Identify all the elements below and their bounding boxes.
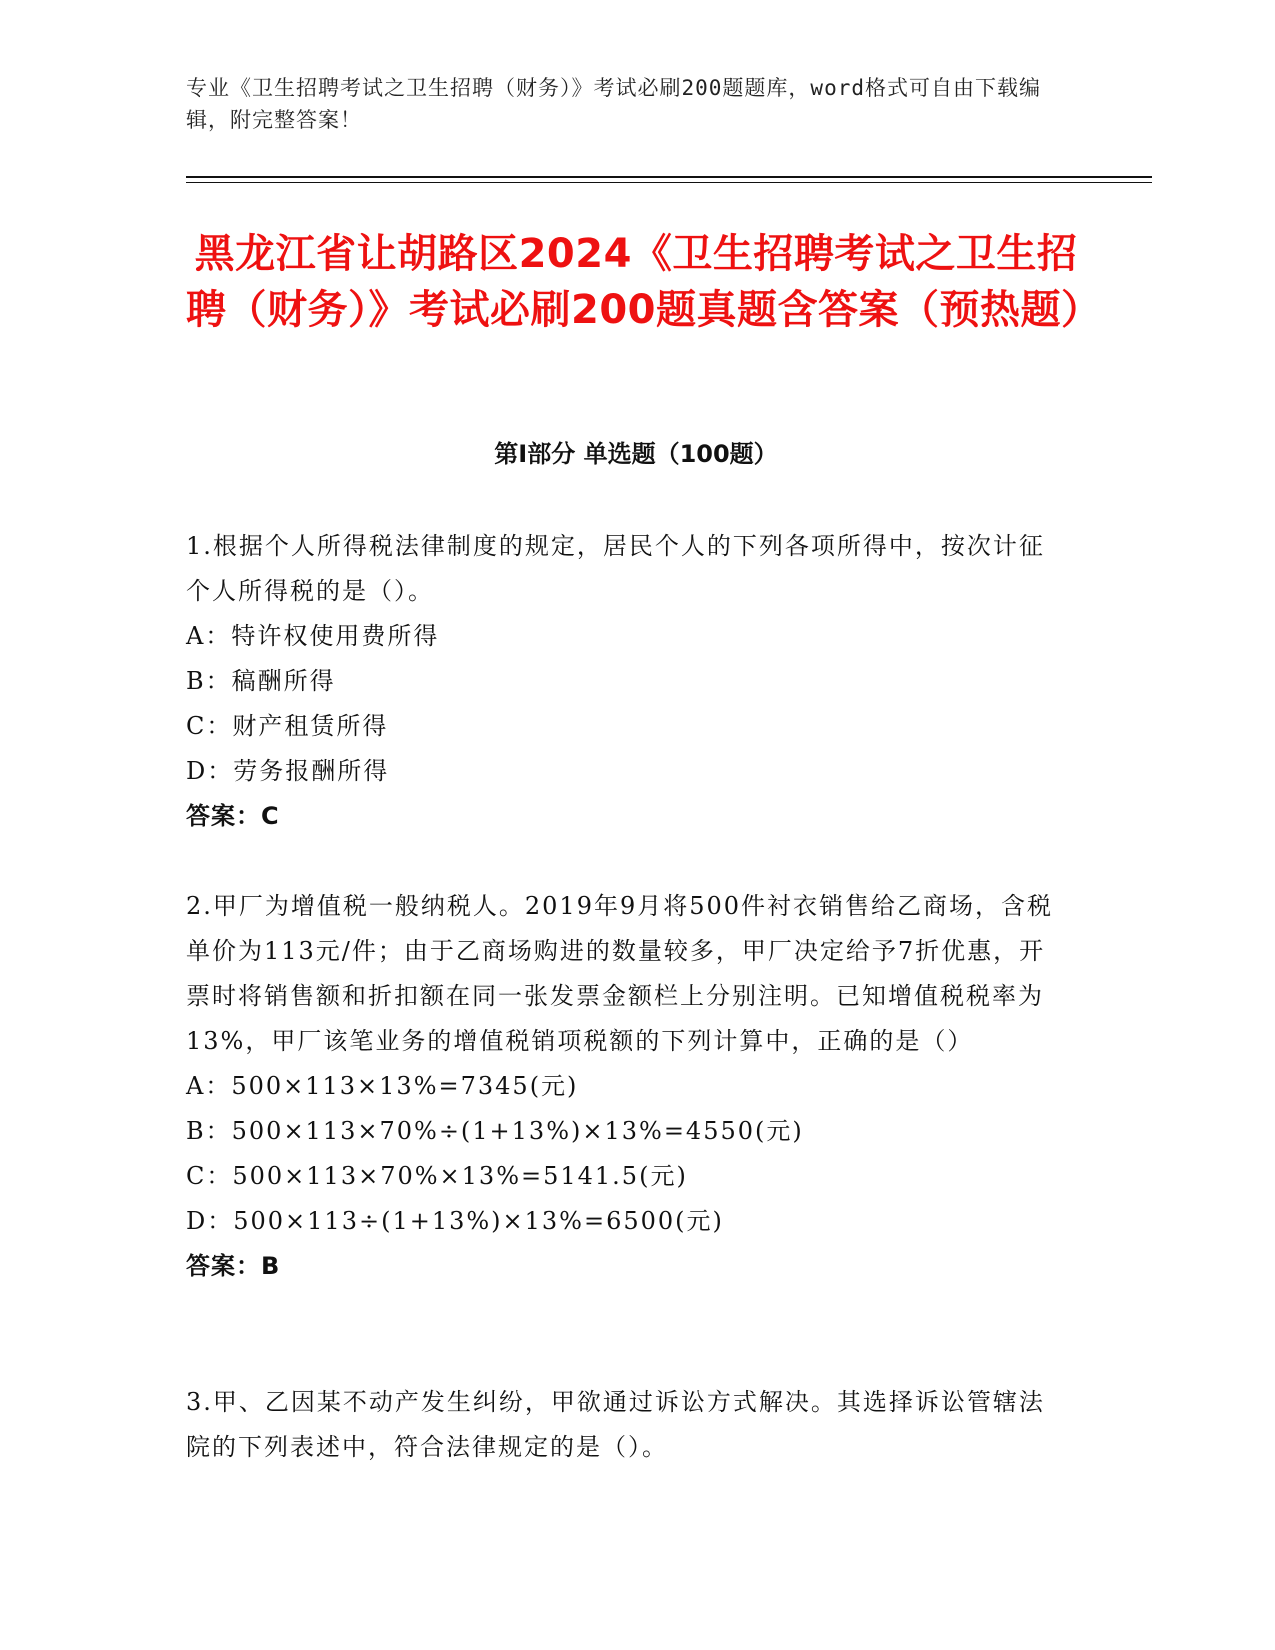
question-block (186, 884, 1066, 1289)
header-divider (186, 176, 1152, 178)
answer-label: 答案：C (186, 802, 280, 830)
question-block (186, 1380, 1066, 1470)
question-stem: 1.根据个人所得税法律制度的规定，居民个人的下列各项所得中，按次计征个人所得税的是（）。 (186, 532, 1045, 605)
option-d: D：劳务报酬所得 (186, 757, 390, 785)
answer-label: 答案：B (186, 1252, 281, 1280)
option-c: C：财产租赁所得 (186, 712, 389, 740)
document-title: 黑龙江省让胡路区2024《卫生招聘考试之卫生招聘（财务）》考试必刷200题真题含答案（预热题） (186, 231, 1102, 333)
header-divider-thin (186, 182, 1152, 183)
header-note: 专业《卫生招聘考试之卫生招聘（财务）》考试必刷200题题库，word格式可自由下载编辑，附完整答案！ (186, 76, 1041, 132)
option-b: B：500×113×70%÷(1+13%)×13%=4550(元) (186, 1117, 804, 1145)
option-d: D：500×113÷(1+13%)×13%=6500(元) (186, 1207, 724, 1235)
option-a: A：特许权使用费所得 (186, 622, 440, 650)
question-block (186, 524, 1066, 839)
option-b: B：稿酬所得 (186, 667, 336, 695)
section-title: 第Ⅰ部分 单选题（100题） (494, 440, 778, 468)
option-c: C：500×113×70%×13%=5141.5(元) (186, 1162, 688, 1190)
question-stem: 3.甲、乙因某不动产发生纠纷，甲欲通过诉讼方式解决。其选择诉讼管辖法院的下列表述中，符合法律规定的是（）。 (186, 1388, 1045, 1461)
question-stem: 2.甲厂为增值税一般纳税人。2019年9月将500件衬衣销售给乙商场，含税单价为113元/件；由于乙商场购进的数量较多，甲厂决定给予7折优惠，开票时将销售额和折扣额在同一张发票金额栏上分别注明。已知增值税税率为13%，甲厂该笔业务的增值税销项税额的下列计算中，正确的是（） (186, 892, 1054, 1055)
option-a: A：500×113×13%=7345(元) (186, 1072, 579, 1100)
